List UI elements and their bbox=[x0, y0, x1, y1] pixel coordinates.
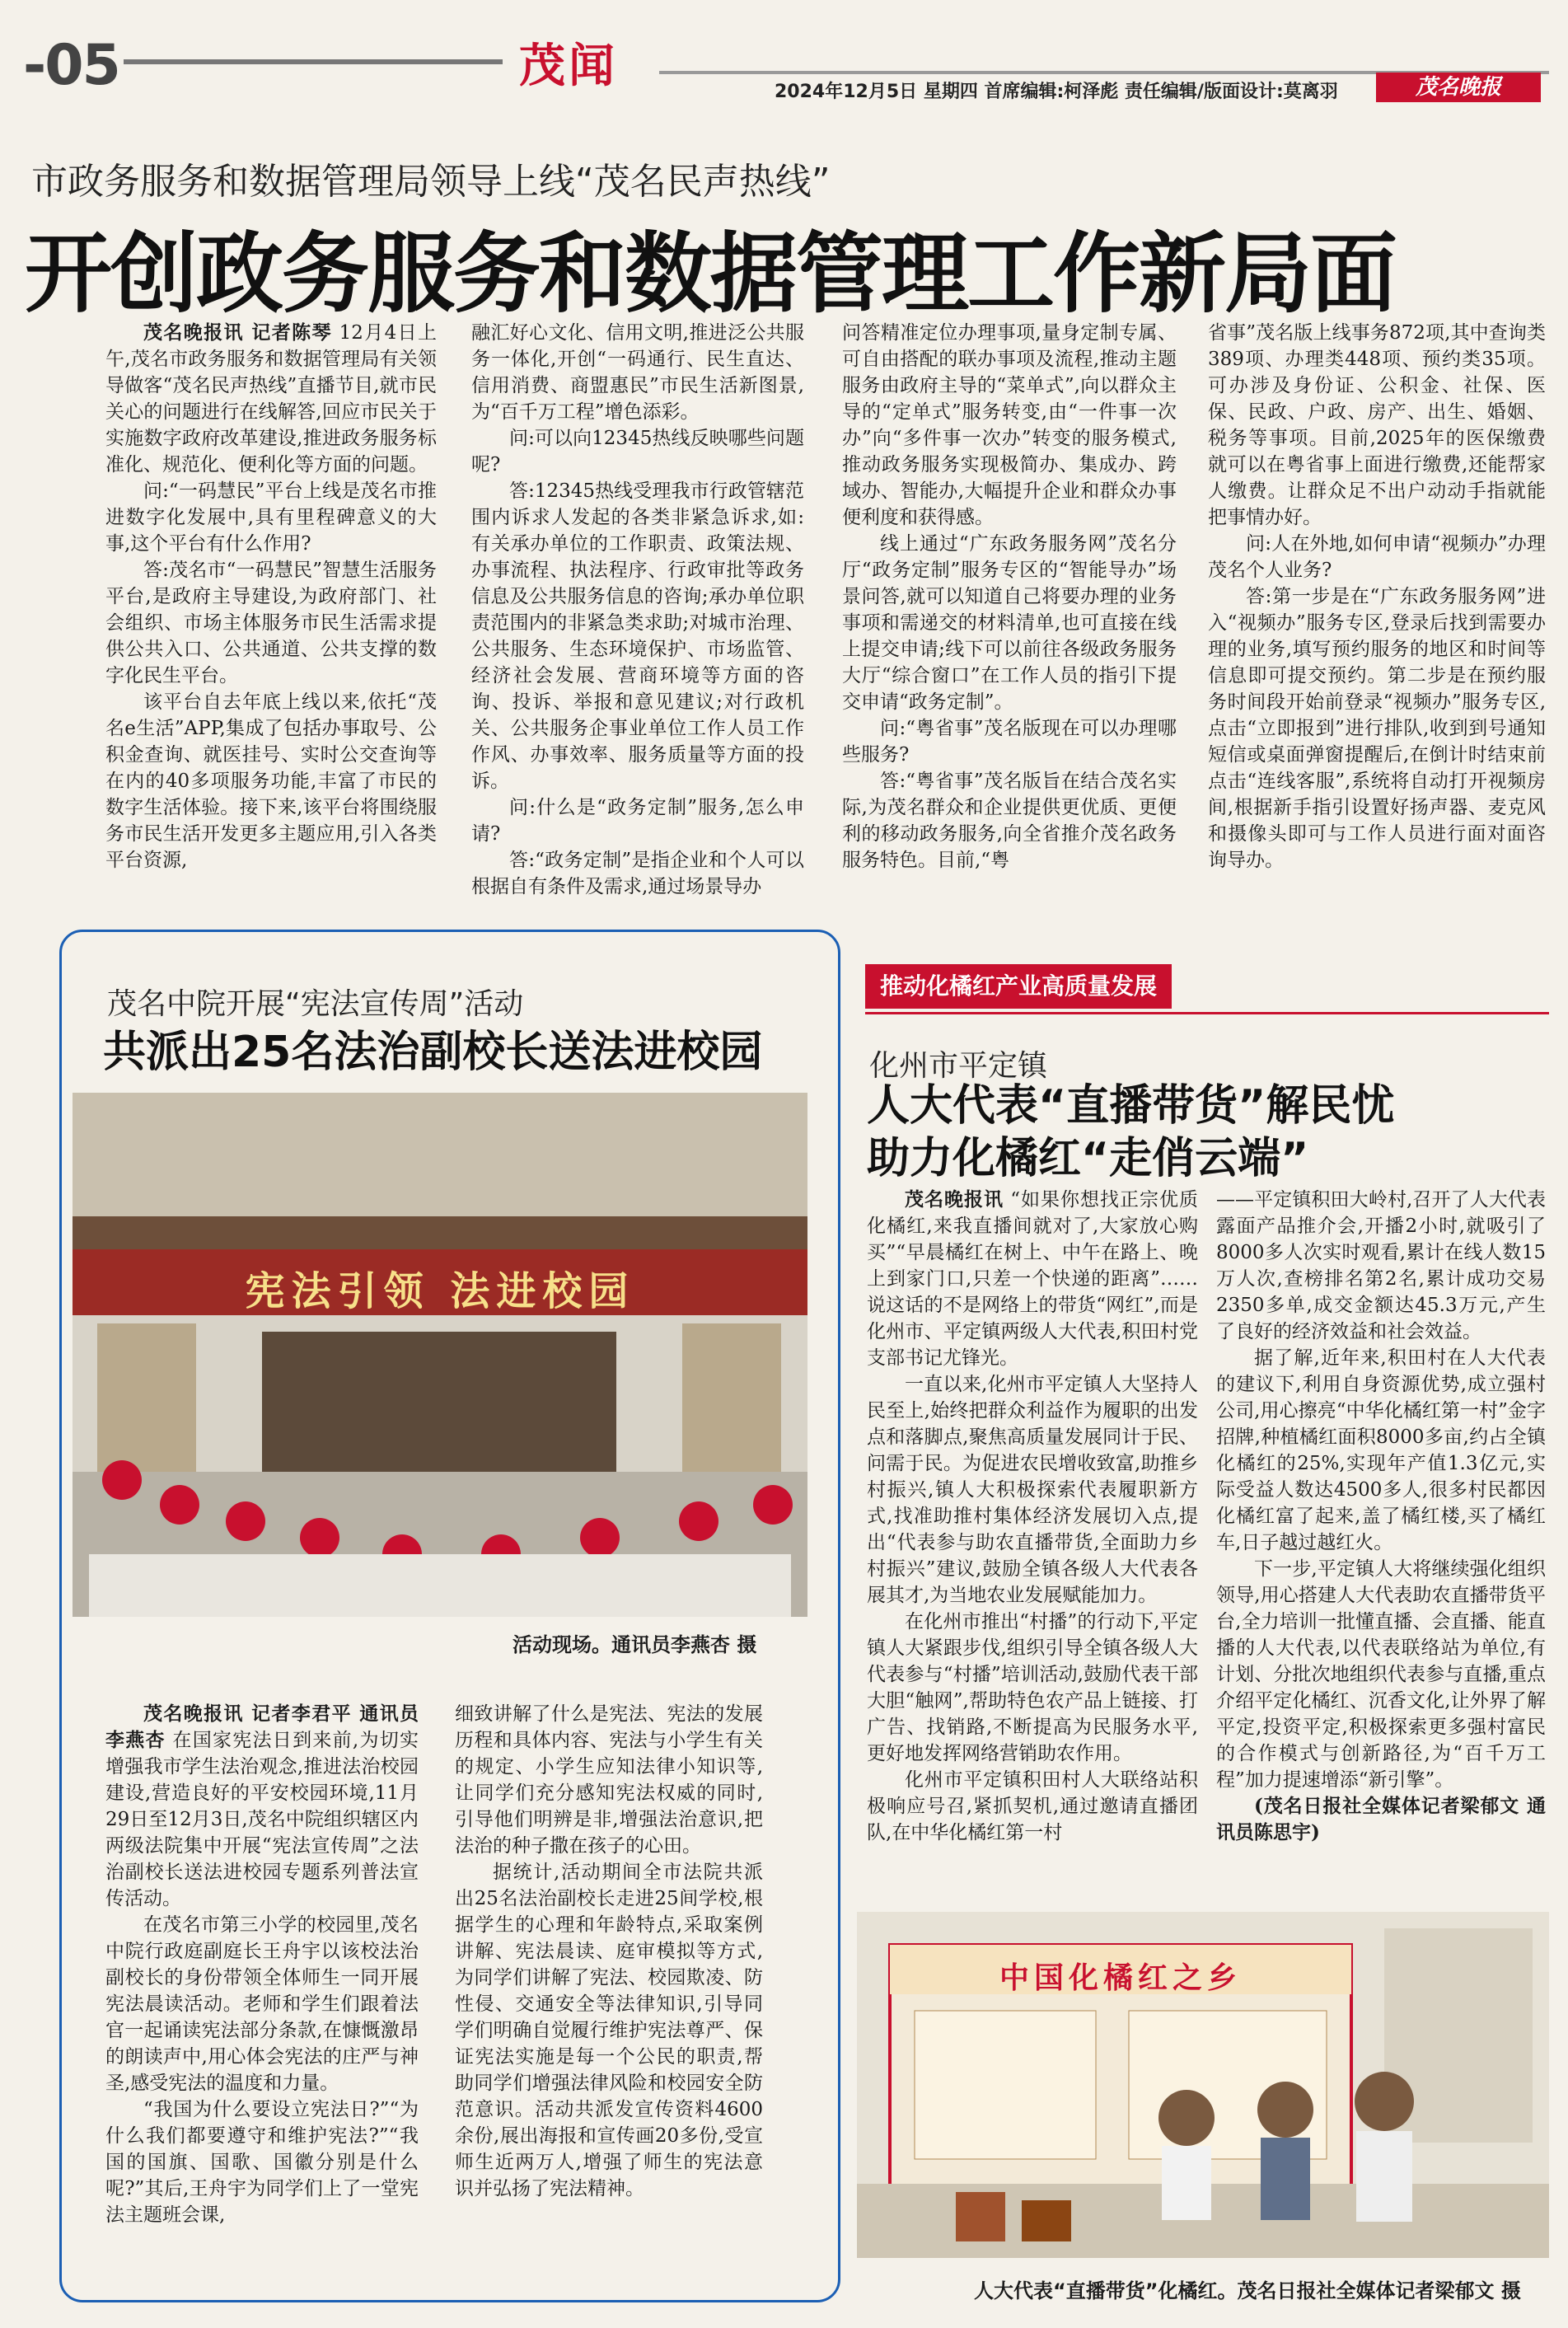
paragraph: (茂名日报社全媒体记者梁郁文 通讯员陈思宇) bbox=[1216, 1795, 1546, 1843]
paragraph: 答:第一步是在“广东政务服务网”进入“视频办”服务专区,登录后找到需要办理的业务,填写预约服务的地区和时间等信息即可提交预约。第二步是在预约服务时间段开始前登录“视频办”服务专区,点击“立即报到”进行排队,收到到号通知短信或桌面弹窗提醒后,在倒计时结束前点击“连线客服”,系统将自动打开视频房间,根据新手指引设置好扬声器、麦克风和摄像头即可与工作人员进行面对面咨询导办。 bbox=[1208, 586, 1546, 871]
lead-column-4 bbox=[1208, 320, 1546, 897]
right-column-2 bbox=[1216, 1187, 1546, 1895]
newspaper-logo: 茂名晚报 bbox=[1376, 73, 1541, 102]
header-rule bbox=[124, 59, 503, 64]
left-column-1 bbox=[105, 1701, 419, 2278]
livestream-photo bbox=[857, 1912, 1549, 2258]
right-kicker: 化州市平定镇 bbox=[869, 1049, 1048, 1083]
paragraph: 据了解,近年来,积田村在人大代表的建议下,利用自身资源优势,成立强村公司,用心擦亮“中华化橘红第一村”金字招牌,种植橘红面积8000多亩,约占全镇化橘红的25%,实现年产值1.3亿元,实际受益人数达4500多人,很多村民都因化橘红富了起来,盖了橘红楼,买了橘红车,日子越过越红火。 bbox=[1216, 1347, 1546, 1553]
paragraph: 答:12345热线受理我市行政管辖范围内诉求人发起的各类非紧急诉求,如:有关承办单位的工作职责、政策法规、办事流程、执法程序、行政审批等政务信息及公共服务信息的咨询;承办单位职责范围内的非紧急类求助;对城市治理、公共服务、生态环境保护、市场监管、经济社会发展、营商环境等方面的咨询、投诉、举报和意见建议;对行政机关、公共服务企事业单位工作人员工作作风、办事效率、服务质量等方面的投诉。 bbox=[471, 480, 804, 792]
photo-banner-text: 宪法引领 法进校园 bbox=[245, 1268, 635, 1314]
paragraph: 问:“一码慧民”平台上线是茂名市推进数字化发展中,具有里程碑意义的大事,这个平台有什么作用? bbox=[105, 480, 437, 555]
left-kicker: 茂名中院开展“宪法宣传周”活动 bbox=[107, 987, 524, 1021]
right-photo-caption: 人大代表“直播带货”化橘红。茂名日报社全媒体记者梁郁文 摄 bbox=[974, 2279, 1521, 2302]
left-headline: 共派出25名法治副校长送法进校园 bbox=[103, 1028, 763, 1077]
paragraph: 线上通过“广东政务服务网”茂名分厅“政务定制”服务专区的“智能导办”场景问答,就可以知道自己将要办理的业务事项和需递交的材料清单,也可直接在线上提交申请;线下可以前往各级政务服务大厅“综合窗口”在工作人员的指引下提交申请“政务定制”。 bbox=[842, 533, 1177, 713]
left-byline: 茂名晚报讯 记者李君平 通讯员李燕杏 bbox=[105, 1703, 419, 1751]
page-number: -05 bbox=[23, 33, 119, 98]
lead-kicker: 市政务服务和数据管理局领导上线“茂名民声热线” bbox=[31, 161, 831, 203]
paragraph: 一直以来,化州市平定镇人大坚持人民至上,始终把群众利益作为履职的出发点和落脚点,聚焦高质量发展同计于民、问需于民。为促进农民增收致富,助推乡村振兴,镇人大积极探索代表履职新方式,找准助推村集体经济发展切入点,提出“代表参与助农直播带货,全面助力乡村振兴”建议,鼓励全镇各级人大代表各展其才,为当地农业发展赋能加力。 bbox=[867, 1374, 1198, 1606]
lead-headline: 开创政务服务和数据管理工作新局面 bbox=[25, 223, 1396, 325]
right-headline-line2: 助力化橘红“走俏云端” bbox=[867, 1134, 1309, 1183]
paragraph: 细致讲解了什么是宪法、宪法的发展历程和具体内容、宪法与小学生有关的规定、小学生应知法律小知识等,让同学们充分感知宪法权威的同时,引导他们明辨是非,增强法治意识,把法治的种子撒在孩子的心田。 bbox=[455, 1703, 763, 1857]
paragraph: 融汇好心文化、信用文明,推进泛公共服务一体化,开创“一码通行、民生直达、信用消费、商盟惠民”市民生活新图景,为“百千万工程”增色添彩。 bbox=[471, 322, 804, 423]
left-column-2 bbox=[455, 1701, 763, 2278]
paragraph: 在化州市推出“村播”的行动下,平定镇人大紧跟步伐,组织引导全镇各级人大代表参与“村播”培训活动,鼓励代表干部大胆“触网”,帮助特色农产品上链接、打广告、找销路,不断提高为民服务水平,更好地发挥网络营销助农作用。 bbox=[867, 1611, 1198, 1764]
right-byline: 茂名晚报讯 bbox=[905, 1189, 1004, 1211]
right-headline-line1: 人大代表“直播带货”解民忧 bbox=[867, 1081, 1395, 1131]
right-column-1 bbox=[867, 1187, 1198, 1895]
left-photo-caption: 活动现场。通讯员李燕杏 摄 bbox=[513, 1633, 757, 1656]
topic-tag: 推动化橘红产业高质量发展 bbox=[865, 964, 1172, 1009]
paragraph: 12月4日上午,茂名市政务服务和数据管理局有关领导做客“茂名民声热线”直播节目,就市民关心的问题进行在线解答,回应市民关于实施数字政府改革建设,推进政务服务标准化、规范化、便利化等方面的问题。 bbox=[105, 322, 437, 475]
paragraph: 该平台自去年底上线以来,依托“茂名e生活”APP,集成了包括办事取号、公积金查询、就医挂号、实时公交查询等在内的40多项服务功能,丰富了市民的数字生活体验。接下来,该平台将围绕服务市民生活开发更多主题应用,引入各类平台资源, bbox=[105, 691, 437, 871]
lead-column-1 bbox=[105, 320, 437, 897]
school-event-photo bbox=[73, 1093, 807, 1617]
school-event-illustration bbox=[73, 1093, 807, 1617]
paragraph: 问:人在外地,如何申请“视频办”办理茂名个人业务? bbox=[1208, 533, 1546, 581]
paragraph: ——平定镇积田大岭村,召开了人大代表露面产品推介会,开播2小时,就吸引了8000多人次实时观看,累计在线人数15万人次,查榜排名第2名,累计成功交易2350多单,成交金额达45.3万元,产生了良好的经济效益和社会效益。 bbox=[1216, 1189, 1546, 1342]
issue-meta: 2024年12月5日 星期四 首席编辑:柯泽彪 责任编辑/版面设计:莫离羽 bbox=[775, 82, 1338, 102]
paragraph: 下一步,平定镇人大将继续强化组织领导,用心搭建人大代表助农直播带货平台,全力培训一批懂直播、会直播、能直播的人大代表,以代表联络站为单位,有计划、分批次地组织代表参与直播,重点介绍平定化橘红、沉香文化,让外界了解平定,投资平定,积极探索更多强村富民的合作模式与创新路径,为“百千万工程”加力提速增添“新引擎”。 bbox=[1216, 1558, 1546, 1791]
lead-column-3 bbox=[842, 320, 1177, 897]
paragraph: 问答精准定位办理事项,量身定制专属、可自由搭配的联办事项及流程,推动主题服务由政府主导的“菜单式”,向以群众主导的“定单式”服务转变,由“一件事一次办”向“多件事一次办”转变的服务模式,推动政务服务实现极简办、集成办、跨域办、智能办,大幅提升企业和群众办事便利度和获得感。 bbox=[842, 322, 1177, 528]
topic-rule bbox=[865, 1012, 1549, 1014]
paragraph: 答:茂名市“一码慧民”智慧生活服务平台,是政府主导建设,为政府部门、社会组织、市场主体服务市民生活需求提供公共入口、公共通道、公共支撑的数字化民生平台。 bbox=[105, 560, 437, 686]
lead-byline: 茂名晚报讯 记者陈琴 bbox=[143, 322, 332, 344]
paragraph: 问:“粤省事”茂名版现在可以办理哪些服务? bbox=[842, 718, 1177, 766]
paragraph: 答:“粤省事”茂名版旨在结合茂名实际,为茂名群众和企业提供更优质、更便利的移动政务服务,向全省推介茂名政务服务特色。目前,“粤 bbox=[842, 771, 1177, 871]
paragraph: 据统计,活动期间全市法院共派出25名法治副校长走进25间学校,根据学生的心理和年龄特点,采取案例讲解、宪法晨读、庭审模拟等方式,为同学们讲解了宪法、校园欺凌、防性侵、交通安全等法律知识,引导同学们明确自觉履行维护宪法尊严、保证宪法实施是每一个公民的职责,帮助同学们增强法律风险和校园安全防范意识。活动共派发宣传资料4600余份,展出海报和宣传画20多份,受宣师生近两万人,增强了师生的宪法意识并弘扬了宪法精神。 bbox=[455, 1862, 763, 2199]
right-headline bbox=[867, 1080, 1394, 1185]
section-name: 茂闻 bbox=[519, 40, 618, 93]
paragraph: 在国家宪法日到来前,为切实增强我市学生法治观念,推进法治校园建设,营造良好的平安校园环境,11月29日至12月3日,茂名中院组织辖区内两级法院集中开展“宪法宣传周”之法治副校长送法进校园专题系列普法宣传活动。 bbox=[105, 1730, 419, 1909]
lead-column-2 bbox=[471, 320, 804, 897]
paragraph: 化州市平定镇积田村人大联络站积极响应号召,紧抓契机,通过邀请直播团队,在中华化橘红第一村 bbox=[867, 1769, 1198, 1843]
paragraph: 在茂名市第三小学的校园里,茂名中院行政庭副庭长王舟宇以该校法治副校长的身份带领全体师生一同开展宪法晨读活动。老师和学生们跟着法官一起诵读宪法部分条款,在慷慨激昂的朗读声中,用心体会宪法的庄严与神圣,感受宪法的温度和力量。 bbox=[105, 1914, 419, 2094]
paragraph: 问:可以向12345热线反映哪些问题呢? bbox=[471, 428, 804, 475]
paragraph: “如果你想找正宗优质化橘红,来我直播间就对了,大家放心购买”“早晨橘红在树上、中午在路上、晚上到家门口,只差一个快递的距离”……说这话的不是网络上的带货“网红”,而是化州市、平定镇两级人大代表,积田村党支部书记尤锋光。 bbox=[867, 1189, 1198, 1369]
paragraph: “我国为什么要设立宪法日?”“为什么我们都要遵守和维护宪法?”“我国的国旗、国歌、国徽分别是什么呢?”其后,王舟宇为同学们上了一堂宪法主题班会课, bbox=[105, 2099, 419, 2226]
photo-banner-text: 中国化橘红之乡 bbox=[999, 1961, 1242, 1995]
paragraph: 问:什么是“政务定制”服务,怎么申请? bbox=[471, 797, 804, 845]
paragraph: 省事”茂名版上线事务872项,其中查询类389项、办理类448项、预约类35项。可办涉及身份证、公积金、社保、医保、民政、户政、房产、出生、婚姻、税务等事项。目前,2025年的医保缴费就可以在粤省事上面进行缴费,还能帮家人缴费。让群众足不出户动动手指就能把事情办好。 bbox=[1208, 322, 1546, 528]
paragraph: 答:“政务定制”是指企业和个人可以根据自有条件及需求,通过场景导办 bbox=[471, 850, 804, 897]
